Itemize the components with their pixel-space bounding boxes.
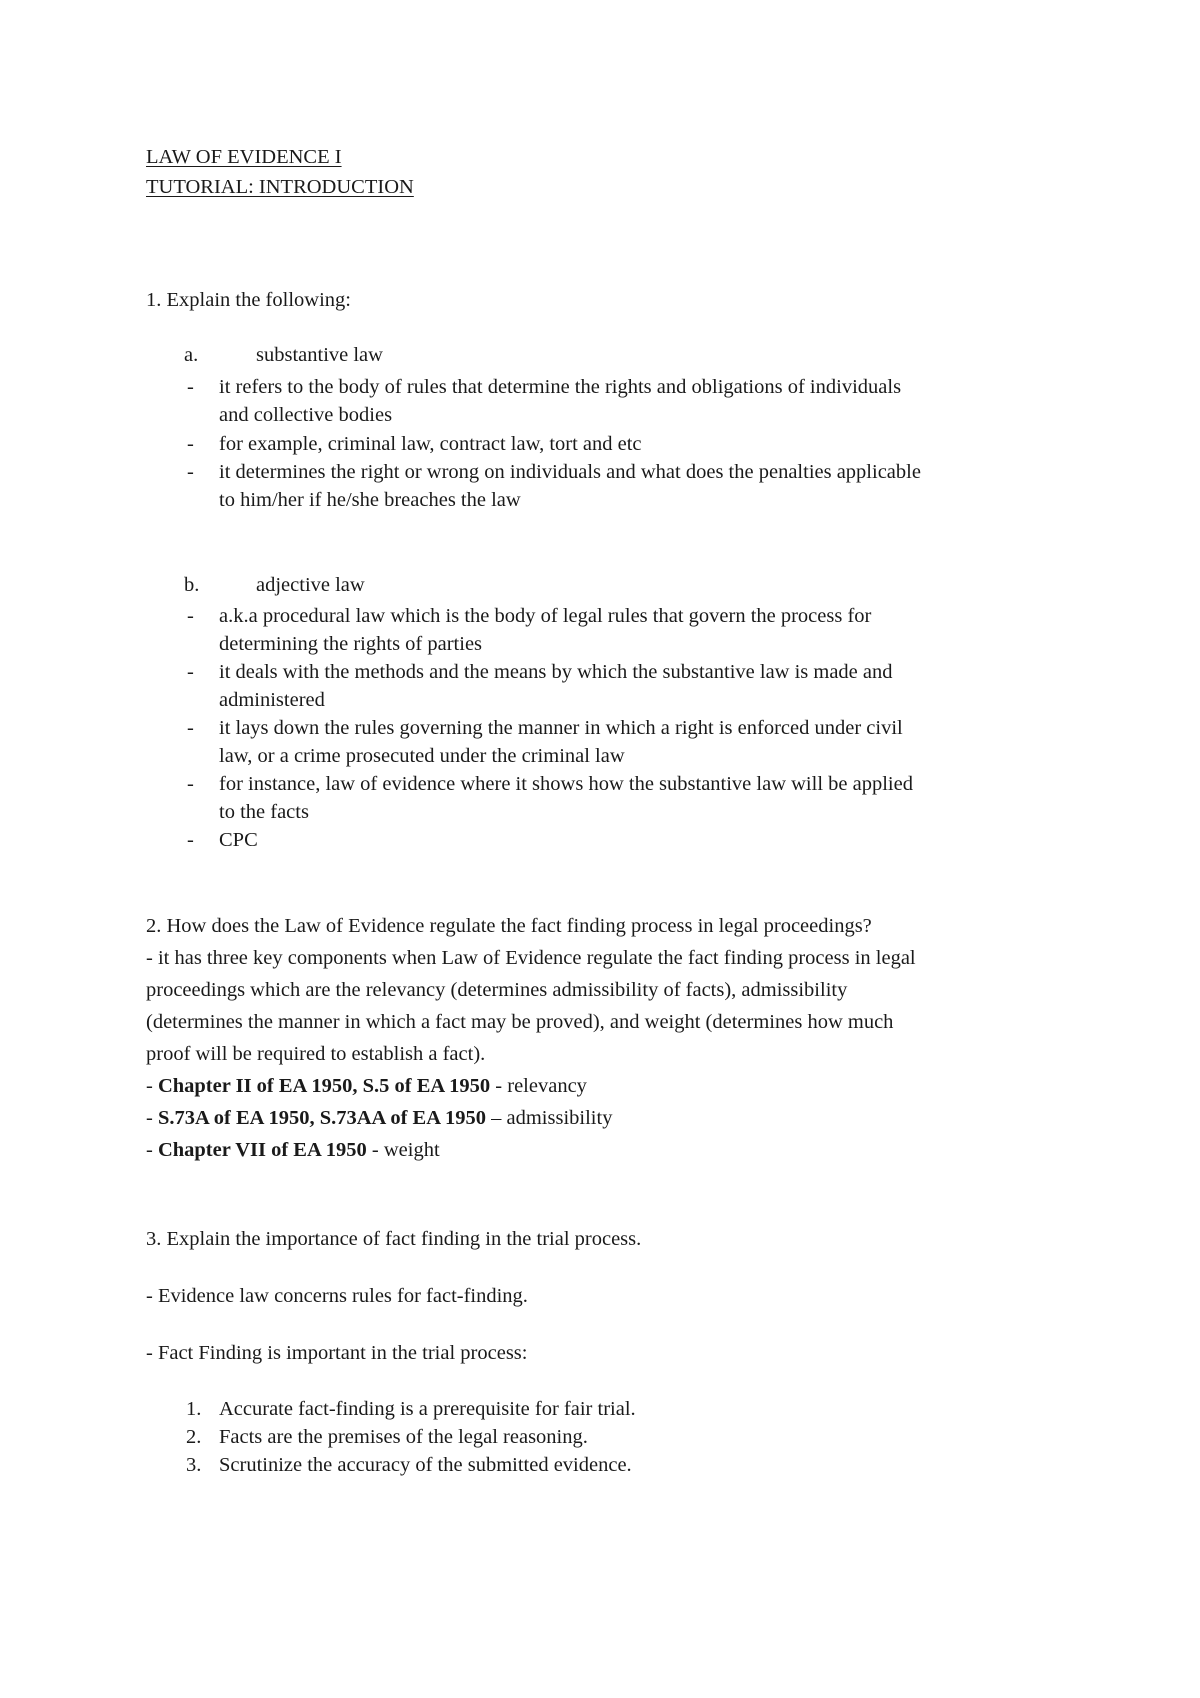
q3-item-number: 1.: [186, 1398, 202, 1420]
document-subtitle: TUTORIAL: INTRODUCTION: [146, 176, 414, 198]
q1b-bullet-line: determining the rights of parties: [219, 633, 483, 655]
document-title: LAW OF EVIDENCE I: [146, 146, 342, 168]
q2-answer-line: proceedings which are the relevancy (determines admissibility of facts), admissibility: [146, 979, 848, 1001]
q2-answer-line: proof will be required to establish a fact).: [146, 1043, 486, 1065]
q3-item-text: Scrutinize the accuracy of the submitted evidence.: [219, 1454, 632, 1476]
q2-answer-line: - it has three key components when Law of Evidence regulate the fact finding process in legal: [146, 947, 916, 969]
q1b-term: adjective law: [256, 574, 365, 596]
q1b-bullet-line: law, or a crime prosecuted under the criminal law: [219, 745, 625, 767]
q2-heading: 2. How does the Law of Evidence regulate the fact finding process in legal proceedings?: [146, 915, 872, 937]
q3-heading: 3. Explain the importance of fact finding in the trial process.: [146, 1228, 642, 1250]
q1a-bullet-line: it determines the right or wrong on individuals and what does the penalties applicable: [219, 461, 921, 483]
q1b-bullet-line: for instance, law of evidence where it shows how the substantive law will be applied: [219, 773, 913, 795]
bullet-dash: -: [187, 605, 194, 627]
q2-reference-weight: - Chapter VII of EA 1950 - weight: [146, 1139, 440, 1161]
q1a-term: substantive law: [256, 344, 383, 366]
q1b-bullet-line: to the facts: [219, 801, 309, 823]
q3-line: - Fact Finding is important in the trial process:: [146, 1342, 528, 1364]
q3-item-number: 3.: [186, 1454, 202, 1476]
q1a-bullet-line: to him/her if he/she breaches the law: [219, 489, 521, 511]
q3-item-text: Accurate fact-finding is a prerequisite for fair trial.: [219, 1398, 636, 1420]
q3-item-text: Facts are the premises of the legal reasoning.: [219, 1426, 588, 1448]
bullet-dash: -: [187, 717, 194, 739]
q1b-marker: b.: [184, 574, 200, 596]
bullet-dash: -: [187, 661, 194, 683]
bullet-dash: -: [187, 433, 194, 455]
q3-line: - Evidence law concerns rules for fact-finding.: [146, 1285, 528, 1307]
q1-heading: 1. Explain the following:: [146, 289, 351, 311]
q1a-bullet-line: it refers to the body of rules that determine the rights and obligations of individuals: [219, 376, 902, 398]
q1b-bullet-line: CPC: [219, 829, 258, 851]
q1b-bullet-line: administered: [219, 689, 325, 711]
bullet-dash: -: [187, 376, 194, 398]
q3-item-number: 2.: [186, 1426, 202, 1448]
q1a-bullet-line: and collective bodies: [219, 404, 393, 426]
q1b-bullet-line: it deals with the methods and the means by which the substantive law is made and: [219, 661, 893, 683]
q1a-marker: a.: [184, 344, 199, 366]
bullet-dash: -: [187, 829, 194, 851]
q2-reference-admissibility: - S.73A of EA 1950, S.73AA of EA 1950 – admissibility: [146, 1107, 613, 1129]
q2-answer-line: (determines the manner in which a fact may be proved), and weight (determines how much: [146, 1011, 894, 1033]
q1b-bullet-line: it lays down the rules governing the manner in which a right is enforced under civil: [219, 717, 903, 739]
q1b-bullet-line: a.k.a procedural law which is the body of legal rules that govern the process for: [219, 605, 872, 627]
bullet-dash: -: [187, 461, 194, 483]
bullet-dash: -: [187, 773, 194, 795]
q2-reference-relevancy: - Chapter II of EA 1950, S.5 of EA 1950 - relevancy: [146, 1075, 587, 1097]
q1a-bullet-line: for example, criminal law, contract law, tort and etc: [219, 433, 642, 455]
